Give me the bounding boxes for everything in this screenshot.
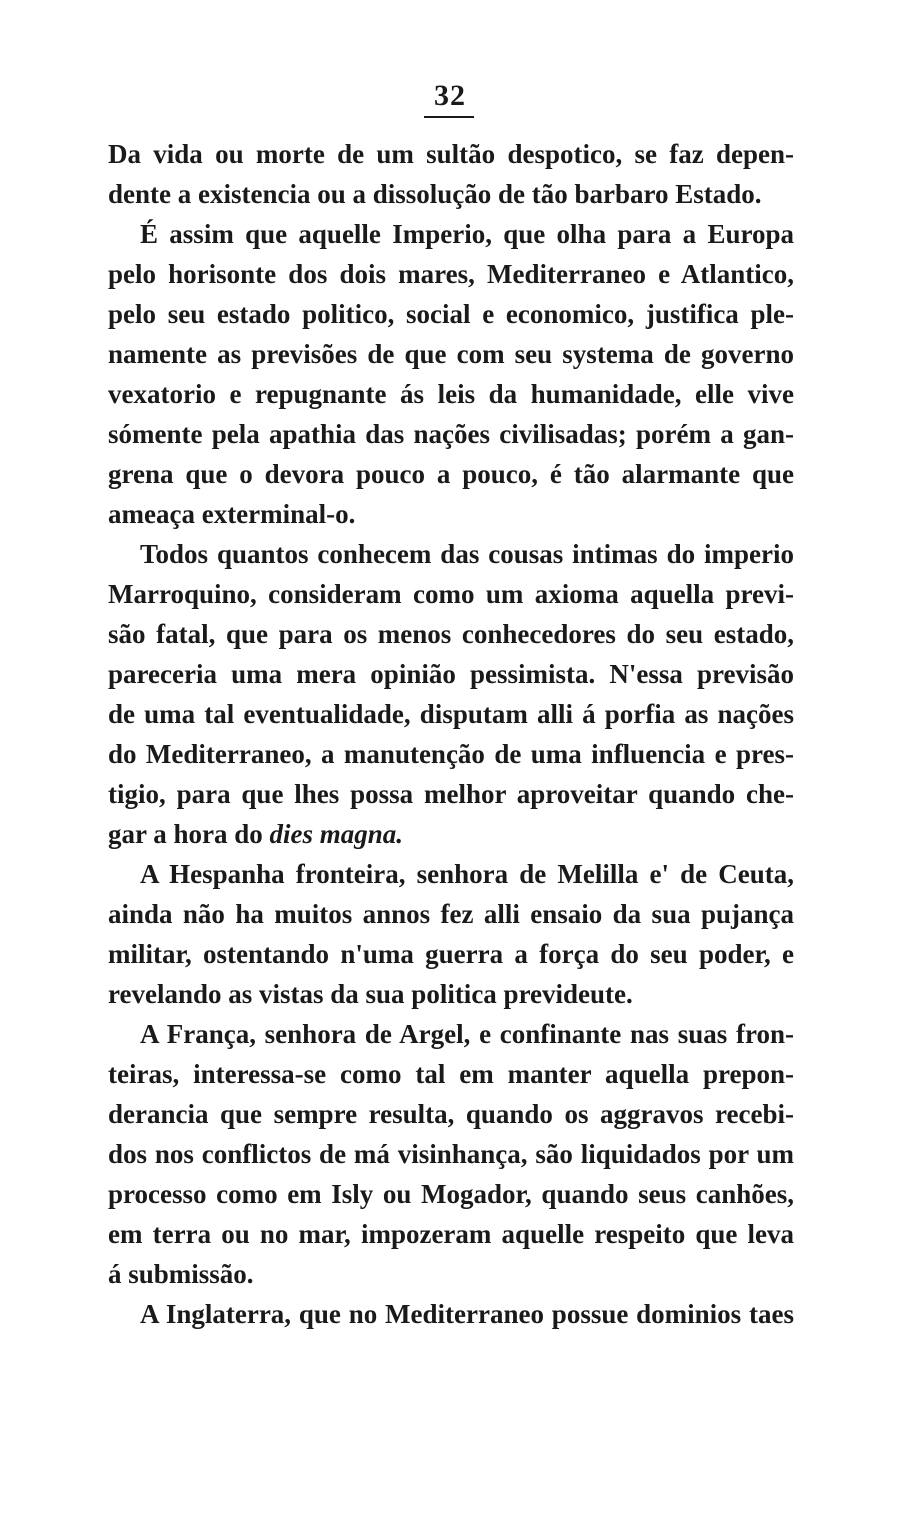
text-line: A Inglaterra, que no Mediterraneo possue dominios taes [140,1299,794,1329]
text-line [108,814,794,854]
text-line: grena que o devora pouco a pouco, é tão alarmante que [108,459,794,489]
text-line-prefix: gar a hora do [108,819,270,849]
paragraph [108,1294,794,1334]
text-line: ameaça exterminal-o. [108,499,356,529]
text-line: É assim que aquelle Imperio, que olha para a Europa [140,219,794,249]
text-line: revelando as vistas da sua politica prevideute. [108,979,633,1009]
text-line: processo como em Isly ou Mogador, quando seus canhões, [108,1179,794,1209]
italic-phrase: dies magna. [269,819,404,849]
text-line: em terra ou no mar, impozeram aquelle respeito que leva [108,1219,794,1249]
text-line: pareceria uma mera opinião pessimista. N'essa previsão [108,659,794,689]
text-line: Todos quantos conhecem das cousas intimas do imperio [140,539,794,569]
text-line: á submissão. [108,1259,254,1289]
text-line: são fatal, que para os menos conhecedores do seu estado, [108,619,794,649]
text-line: Marroquino, consideram como um axioma aquella previ- [108,579,794,609]
text-line: do Mediterraneo, a manutenção de uma influencia e pres- [108,739,794,769]
text-line: vexatorio e repugnante ás leis da humanidade, elle vive [108,379,794,409]
text-line: namente as previsões de que com seu systema de governo [108,339,794,369]
paragraph [108,134,794,214]
body-text [108,134,794,1334]
text-line: sómente pela apathia das nações civilisadas; porém a gan- [108,419,794,449]
text-line: A França, senhora de Argel, e confinante nas suas fron- [140,1019,794,1049]
text-line: militar, ostentando n'uma guerra a força do seu poder, e [108,939,794,969]
paragraph [108,854,794,1014]
text-line: derancia que sempre resulta, quando os aggravos recebi- [108,1099,794,1129]
page-number-rule [424,116,474,118]
page-number: 32 [434,79,466,112]
paragraph [108,214,794,534]
text-line: pelo seu estado politico, social e economico, justifica ple- [108,299,794,329]
text-line: teiras, interessa-se como tal em manter aquella prepon- [108,1059,794,1089]
text-line: ainda não ha muitos annos fez alli ensaio da sua pujança [108,899,794,929]
text-line: A Hespanha fronteira, senhora de Melilla e' de Ceuta, [140,859,794,889]
paragraph [108,1014,794,1294]
text-line: tigio, para que lhes possa melhor aproveitar quando che- [108,779,794,809]
text-line: Da vida ou morte de um sultão despotico, se faz depen- [108,139,794,169]
text-line: dos nos conflictos de má visinhança, são liquidados por um [108,1139,794,1169]
text-line: de uma tal eventualidade, disputam alli á porfia as nações [108,699,794,729]
text-line: pelo horisonte dos dois mares, Mediterraneo e Atlantico, [108,259,794,289]
paragraph [108,534,794,854]
text-line: dente a existencia ou a dissolução de tão barbaro Estado. [108,179,762,209]
